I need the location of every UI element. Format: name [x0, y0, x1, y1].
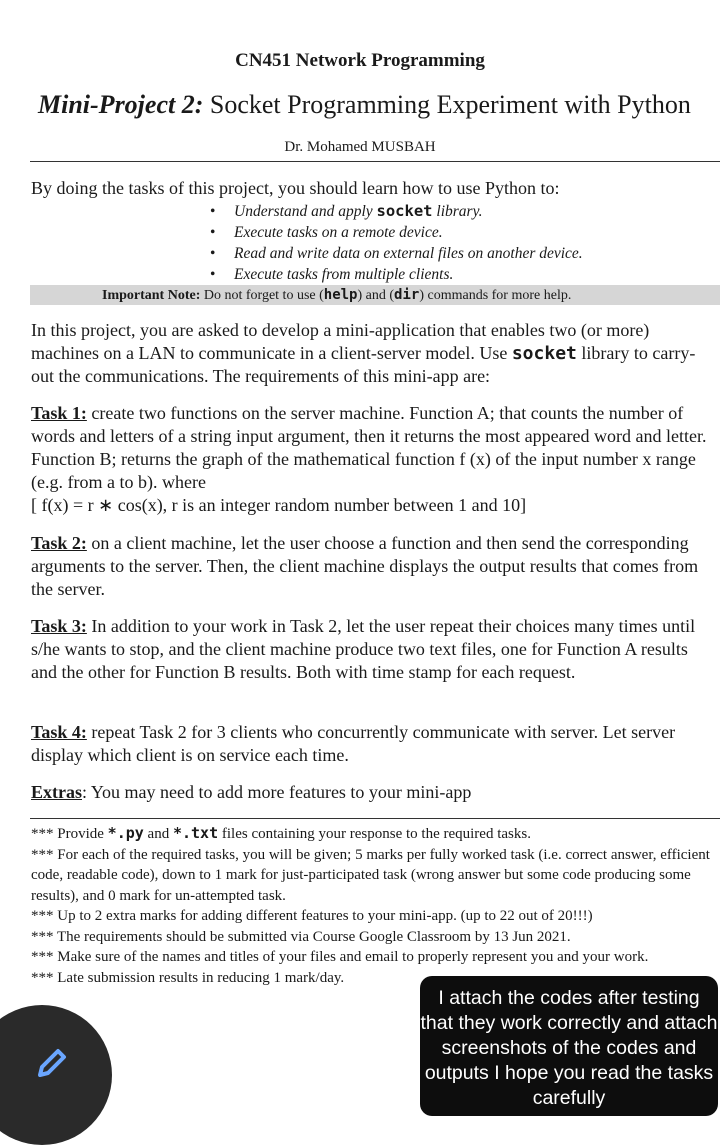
- note-line: *** Late submission results in reducing 1 mark/day.: [31, 969, 345, 986]
- objectives-list: [210, 201, 583, 285]
- note-line: [31, 823, 716, 845]
- list-item: • Execute tasks from multiple clients.: [210, 264, 583, 285]
- task-label: Task 3:: [31, 616, 87, 636]
- note-line: *** For each of the required tasks, you will be given; 5 marks per fully worked task (i.e. correct answer, efficient code, readable code), down to 1 mark for just-participated task (wrong answer but some code producing some results), and 0 mark for un-attempted task.: [31, 846, 710, 904]
- task-text: In addition to your work in Task 2, let the user repeat their choices many times until s/he wants to stop, and the client machine produce two text files, one for Function A results and the other for Function B results. Both with time stamp for each request.: [31, 616, 696, 682]
- task-label: Task 4:: [31, 722, 87, 742]
- note-text: ) commands for more help.: [419, 288, 572, 303]
- project-title: [38, 90, 718, 120]
- task-4: [31, 721, 711, 767]
- task-2: [31, 532, 711, 601]
- paragraph-code: socket: [511, 343, 577, 364]
- note-text: ) and (: [357, 288, 395, 303]
- objective-code: socket: [376, 202, 433, 220]
- task-label: Task 1:: [31, 403, 87, 423]
- task-3: [31, 615, 711, 684]
- important-note: [30, 285, 720, 305]
- paragraph-text: In this project, you are asked to develop a mini-application that enables two (or more) machines on a LAN to communicate in a client-server model. Use: [31, 320, 650, 363]
- task-text: repeat Task 2 for 3 clients who concurrently communicate with server. Let server display which client is on service each time.: [31, 722, 676, 765]
- title-prefix: Mini-Project 2:: [38, 90, 204, 119]
- paragraph-text: library to carry-out the communications. The requirements of this mini-app are:: [31, 343, 696, 386]
- edit-button[interactable]: [0, 1005, 112, 1145]
- note-line-code: *.py: [107, 824, 144, 842]
- task-text: on a client machine, let the user choose a function and then send the corresponding arguments to the server. Then, the client machine displays the output results that comes from the server.: [31, 533, 699, 599]
- note-line: *** Make sure of the names and titles of your files and email to properly represent you and your work.: [31, 949, 649, 965]
- note-line: *** Up to 2 extra marks for adding different features to your mini-app. (up to 22 out of 20!!!): [31, 908, 593, 924]
- note-line: *** The requirements should be submitted via Course Google Classroom by 13 Jun 2021.: [31, 928, 571, 945]
- submission-notes: [31, 823, 716, 988]
- task-label: Task 2:: [31, 533, 87, 553]
- extras-text: : You may need to add more features to your mini-app: [82, 782, 472, 802]
- title-rest: Socket Programming Experiment with Python: [203, 90, 691, 119]
- list-item: • Execute tasks on a remote device.: [210, 222, 583, 243]
- intro-paragraph: [31, 319, 711, 388]
- objective-text: library.: [432, 203, 483, 220]
- divider-top: [30, 161, 720, 162]
- objectives-intro: By doing the tasks of this project, you should learn how to use Python to:: [31, 178, 560, 198]
- note-line-text: *** Provide: [31, 826, 108, 842]
- comment-bubble: I attach the codes after testing that they work correctly and attach screenshots of the codes and outputs I hope you read the tasks carefully: [420, 976, 718, 1116]
- pencil-icon: [32, 1043, 72, 1083]
- note-code: help: [323, 287, 358, 303]
- note-line-text: and: [143, 826, 173, 842]
- extras: [31, 781, 711, 804]
- objective-text: Understand and apply: [234, 203, 377, 220]
- task-formula: [ f(x) = r ∗ cos(x), r is an integer random number between 1 and 10]: [31, 495, 527, 515]
- note-line-code: *.txt: [172, 824, 219, 842]
- task-text: create two functions on the server machine. Function A; that counts the number of words and letters of a string input argument, then it returns the most appeared word and letter. Function B; returns the graph of the mathematical function f (x) of the input number x range (e.g. from a to b). where: [31, 403, 707, 492]
- course-title: CN451 Network Programming: [235, 50, 485, 71]
- note-label: Important Note:: [102, 288, 201, 303]
- list-item: • Read and write data on external files on another device.: [210, 243, 583, 264]
- extras-label: Extras: [31, 782, 82, 802]
- list-item: [210, 201, 583, 222]
- note-text: Do not forget to use (: [200, 288, 324, 303]
- divider-bottom: [30, 818, 720, 819]
- task-1: [31, 402, 711, 517]
- note-code: dir: [394, 287, 420, 303]
- author: Dr. Mohamed MUSBAH: [284, 139, 436, 155]
- note-line-text: files containing your response to the required tasks.: [218, 826, 531, 842]
